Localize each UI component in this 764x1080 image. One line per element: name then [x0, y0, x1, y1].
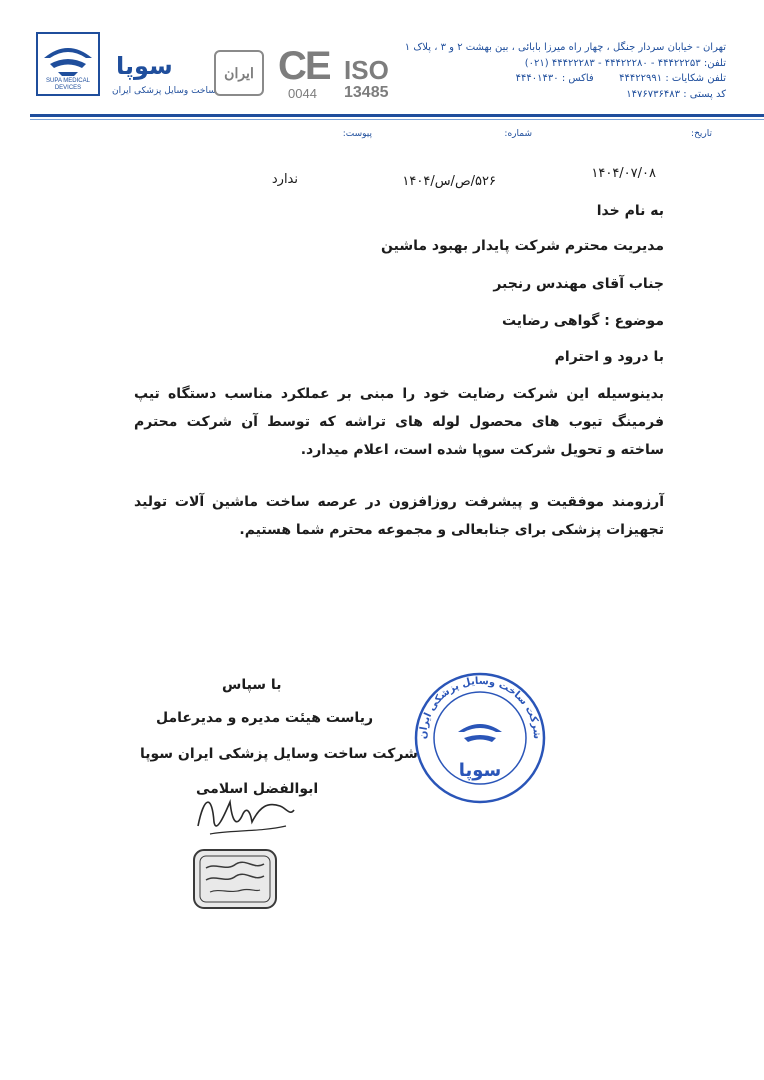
postal-row — [396, 87, 726, 103]
subject: موضوع : گواهی رضایت — [501, 313, 664, 329]
complaints-label: تلفن شکایات : — [665, 73, 726, 84]
postal-value: ۱۴۷۶۷۳۶۴۸۳ — [626, 88, 681, 100]
fax-label: فاکس : — [561, 73, 594, 84]
personal-seal — [190, 846, 280, 912]
phone-row — [396, 56, 726, 72]
recipient-person: جناب آقای مهندس رنجبر — [493, 276, 664, 292]
signer-name: ابوالفضل اسلامی — [196, 781, 319, 797]
number-value: ۵۲۶/ص/س/۱۴۰۴ — [402, 174, 496, 189]
brand-name: سوپا — [116, 52, 173, 80]
invocation: به نام خدا — [596, 203, 664, 219]
svg-text:شرکت ساخت وسایل پزشکی ایران — [418, 676, 542, 740]
iso-mark: ISO — [344, 55, 389, 85]
postal-label: کد پستی : — [683, 88, 726, 100]
attachment-value: ندارد — [271, 172, 298, 187]
complaints-value: ۴۴۴۲۲۹۹۱ — [619, 73, 663, 84]
paragraph-1: بدینوسیله این شرکت رضایت خود را مبنی بر عملکرد مناسب دستگاه تیپ فرمینگ تیوب های محصول لوله های تراشه که توسط آن شرکت محترم ساخته و تحویل شرکت سوپا شده است، اعلام میدارد. — [134, 386, 664, 458]
phone-label: تلفن: — [703, 57, 726, 69]
ce-mark: CE — [278, 44, 330, 88]
signer-title: ریاست هیئت مدیره و مدیرعامل — [156, 710, 374, 726]
complaints-fax-row — [396, 71, 726, 87]
supa-logo-icon — [38, 34, 98, 82]
phone-value: ۴۴۴۲۲۲۵۳ - ۴۴۴۲۲۲۸۰ - ۴۴۴۲۲۲۸۳ (۰۲۱) — [524, 57, 701, 69]
recipient-company: مدیریت محترم شرکت پایدار بهبود ماشین — [381, 238, 664, 254]
company-stamp — [412, 670, 548, 806]
stamp-center-text: سوپا — [458, 760, 502, 781]
ce-number: 0044 — [288, 86, 317, 101]
greeting: با درود و احترام — [554, 349, 664, 365]
header-divider — [30, 114, 764, 117]
stamp-ring-text: شرکت ساخت وسایل پزشکی ایران — [417, 675, 543, 740]
brand-subtitle: ساخت وسایل پزشکی ایران — [112, 86, 216, 96]
signer-company: شرکت ساخت وسایل پزشکی ایران سوپا — [140, 746, 418, 762]
iran-standard-mark: ایران — [214, 50, 264, 96]
handwritten-signature — [190, 776, 300, 846]
attachment-label: پیوست: — [342, 129, 372, 139]
supa-logo — [36, 32, 100, 96]
number-label: شماره: — [504, 129, 532, 139]
iso-number: 13485 — [344, 84, 389, 101]
contact-block — [396, 40, 726, 102]
date-value: ۱۴۰۴/۰۷/۰۸ — [591, 166, 656, 181]
fax-value: ۴۴۴۰۱۴۳۰ — [515, 73, 559, 84]
address: تهران - خیابان سردار جنگل ، چهار راه میرزا بابائی ، بین بهشت ۲ و ۳ ، پلاک ۱ — [404, 42, 726, 53]
header-divider-thin — [30, 119, 764, 120]
closing: با سپاس — [222, 677, 282, 693]
supa-logo-caption: SUPA MEDICAL DEVICES — [46, 78, 90, 91]
date-label: تاریخ: — [691, 129, 712, 139]
paragraph-2: آرزومند موفقیت و پیشرفت روزافزون در عرصه ساخت ماشین آلات تولید تجهیزات پزشکی برای جنابعالی و مجموعه محترم شما هستیم. — [134, 494, 664, 538]
